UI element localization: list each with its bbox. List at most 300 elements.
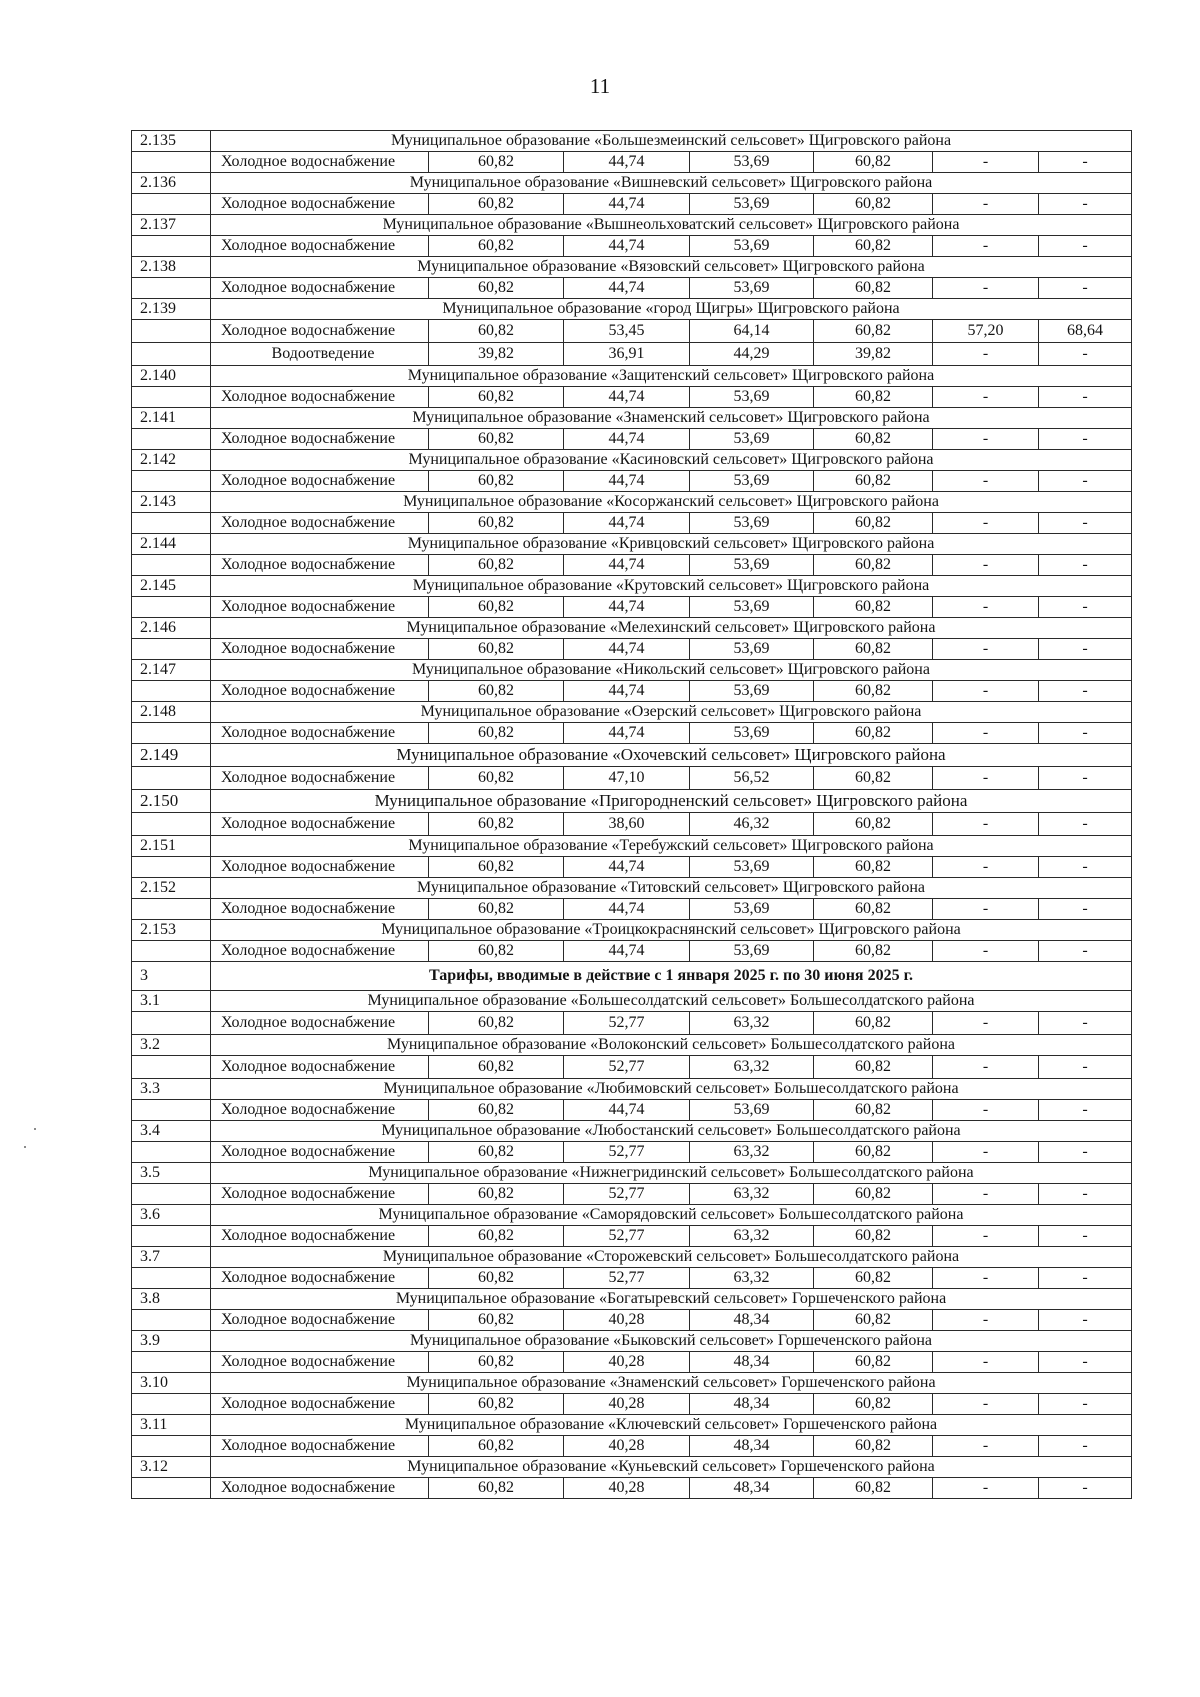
empty-number-cell bbox=[132, 471, 211, 492]
row-number: 2.141 bbox=[132, 408, 211, 429]
tariff-value: 53,69 bbox=[690, 194, 814, 215]
tariff-value: 53,69 bbox=[690, 597, 814, 618]
tariff-value: - bbox=[1039, 429, 1132, 450]
municipality-row bbox=[132, 618, 1132, 639]
municipality-row bbox=[132, 450, 1132, 471]
tariff-value: 60,82 bbox=[814, 1268, 933, 1289]
empty-number-cell bbox=[132, 152, 211, 173]
tariff-value: - bbox=[1039, 1436, 1132, 1457]
service-row bbox=[132, 639, 1132, 660]
row-number: 3.8 bbox=[132, 1289, 211, 1310]
tariff-value: 48,34 bbox=[690, 1310, 814, 1331]
tariff-value: - bbox=[1039, 941, 1132, 962]
empty-number-cell bbox=[132, 1100, 211, 1121]
tariff-value: 60,82 bbox=[429, 320, 564, 343]
tariff-value: - bbox=[1039, 513, 1132, 534]
row-number: 2.147 bbox=[132, 660, 211, 681]
municipality-title: Муниципальное образование «Мелехинский сельсовет» Щигровского района bbox=[211, 618, 1132, 639]
tariff-value: 44,74 bbox=[564, 681, 690, 702]
tariff-value: - bbox=[933, 1056, 1039, 1079]
tariff-value: 44,74 bbox=[564, 857, 690, 878]
municipality-title: Муниципальное образование «Знаменский сельсовет» Горшеченского района bbox=[211, 1373, 1132, 1394]
tariff-value: 52,77 bbox=[564, 1184, 690, 1205]
tariff-value: 53,69 bbox=[690, 429, 814, 450]
service-name: Холодное водоснабжение bbox=[211, 1184, 429, 1205]
tariff-value: 60,82 bbox=[429, 597, 564, 618]
service-name: Холодное водоснабжение bbox=[211, 941, 429, 962]
tariff-value: 60,82 bbox=[814, 1012, 933, 1035]
row-number: 2.139 bbox=[132, 299, 211, 320]
tariff-value: 60,82 bbox=[814, 513, 933, 534]
municipality-row bbox=[132, 1247, 1132, 1268]
tariff-value: 60,82 bbox=[814, 387, 933, 408]
row-number: 2.144 bbox=[132, 534, 211, 555]
tariff-value: 40,28 bbox=[564, 1478, 690, 1499]
tariff-value: 40,28 bbox=[564, 1352, 690, 1373]
empty-number-cell bbox=[132, 813, 211, 836]
tariff-value: 60,82 bbox=[814, 1056, 933, 1079]
tariff-value: - bbox=[933, 429, 1039, 450]
service-name: Холодное водоснабжение bbox=[211, 236, 429, 257]
tariff-value: 60,82 bbox=[429, 194, 564, 215]
tariff-value: 40,28 bbox=[564, 1394, 690, 1415]
service-name: Холодное водоснабжение bbox=[211, 1142, 429, 1163]
municipality-row bbox=[132, 1415, 1132, 1436]
tariff-value: 46,32 bbox=[690, 813, 814, 836]
tariff-value: - bbox=[933, 681, 1039, 702]
tariff-value: - bbox=[1039, 813, 1132, 836]
tariff-value: - bbox=[933, 513, 1039, 534]
municipality-title: Муниципальное образование «Пригородненский сельсовет» Щигровского района bbox=[211, 790, 1132, 813]
tariff-value: 60,82 bbox=[429, 723, 564, 744]
service-name: Холодное водоснабжение bbox=[211, 1100, 429, 1121]
tariff-value: 60,82 bbox=[429, 681, 564, 702]
service-name: Холодное водоснабжение bbox=[211, 723, 429, 744]
empty-number-cell bbox=[132, 429, 211, 450]
tariff-value: - bbox=[933, 152, 1039, 173]
municipality-title: Муниципальное образование «Быковский сельсовет» Горшеченского района bbox=[211, 1331, 1132, 1352]
tariff-value: - bbox=[933, 899, 1039, 920]
scan-speck bbox=[34, 1128, 36, 1130]
tariff-value: 40,28 bbox=[564, 1436, 690, 1457]
service-row bbox=[132, 513, 1132, 534]
tariff-value: - bbox=[933, 387, 1039, 408]
tariff-value: - bbox=[1039, 278, 1132, 299]
tariff-value: - bbox=[1039, 639, 1132, 660]
row-number: 2.152 bbox=[132, 878, 211, 899]
service-row bbox=[132, 1352, 1132, 1373]
service-name: Холодное водоснабжение bbox=[211, 1226, 429, 1247]
municipality-row bbox=[132, 1163, 1132, 1184]
service-row bbox=[132, 899, 1132, 920]
tariff-value: - bbox=[1039, 1056, 1132, 1079]
tariff-value: - bbox=[933, 1142, 1039, 1163]
tariff-value: - bbox=[1039, 681, 1132, 702]
empty-number-cell bbox=[132, 278, 211, 299]
tariff-value: 60,82 bbox=[429, 236, 564, 257]
empty-number-cell bbox=[132, 767, 211, 790]
service-name: Холодное водоснабжение bbox=[211, 320, 429, 343]
empty-number-cell bbox=[132, 320, 211, 343]
tariff-value: 60,82 bbox=[814, 723, 933, 744]
empty-number-cell bbox=[132, 1310, 211, 1331]
tariff-value: 44,74 bbox=[564, 639, 690, 660]
municipality-row bbox=[132, 215, 1132, 236]
tariff-value: 60,82 bbox=[429, 767, 564, 790]
municipality-row bbox=[132, 920, 1132, 941]
municipality-title: Муниципальное образование «Нижнегридинский сельсовет» Большесолдатского района bbox=[211, 1163, 1132, 1184]
municipality-row bbox=[132, 1205, 1132, 1226]
municipality-title: Муниципальное образование «Касиновский сельсовет» Щигровского района bbox=[211, 450, 1132, 471]
empty-number-cell bbox=[132, 194, 211, 215]
tariff-value: 60,82 bbox=[814, 320, 933, 343]
service-row bbox=[132, 471, 1132, 492]
empty-number-cell bbox=[132, 1268, 211, 1289]
service-name: Холодное водоснабжение bbox=[211, 1352, 429, 1373]
empty-number-cell bbox=[132, 1478, 211, 1499]
tariff-value: - bbox=[933, 1012, 1039, 1035]
tariff-value: 57,20 bbox=[933, 320, 1039, 343]
municipality-row bbox=[132, 257, 1132, 278]
tariff-value: - bbox=[1039, 1184, 1132, 1205]
tariff-value: 39,82 bbox=[814, 343, 933, 366]
tariff-value: - bbox=[1039, 597, 1132, 618]
service-row bbox=[132, 1012, 1132, 1035]
service-name: Холодное водоснабжение bbox=[211, 1310, 429, 1331]
row-number: 3.9 bbox=[132, 1331, 211, 1352]
municipality-title: Муниципальное образование «Троицкокраснянский сельсовет» Щигровского района bbox=[211, 920, 1132, 941]
tariff-value: 60,82 bbox=[814, 194, 933, 215]
municipality-row bbox=[132, 534, 1132, 555]
tariff-value: 52,77 bbox=[564, 1056, 690, 1079]
municipality-title: Муниципальное образование «Вышнеольховатский сельсовет» Щигровского района bbox=[211, 215, 1132, 236]
empty-number-cell bbox=[132, 343, 211, 366]
tariff-value: 44,74 bbox=[564, 555, 690, 576]
service-row bbox=[132, 857, 1132, 878]
row-number: 2.148 bbox=[132, 702, 211, 723]
tariff-value: 52,77 bbox=[564, 1142, 690, 1163]
tariff-value: 60,82 bbox=[814, 471, 933, 492]
tariff-value: - bbox=[933, 236, 1039, 257]
tariff-value: 60,82 bbox=[429, 471, 564, 492]
row-number: 3.3 bbox=[132, 1079, 211, 1100]
tariff-value: - bbox=[933, 857, 1039, 878]
table-body bbox=[132, 131, 1132, 1499]
municipality-title: Муниципальное образование «Ключевский сельсовет» Горшеченского района bbox=[211, 1415, 1132, 1436]
empty-number-cell bbox=[132, 723, 211, 744]
tariff-value: 39,82 bbox=[429, 343, 564, 366]
tariff-value: - bbox=[933, 767, 1039, 790]
tariff-value: 53,69 bbox=[690, 152, 814, 173]
municipality-row bbox=[132, 1289, 1132, 1310]
tariff-value: 63,32 bbox=[690, 1268, 814, 1289]
tariff-value: 60,82 bbox=[429, 1184, 564, 1205]
tariff-value: - bbox=[1039, 194, 1132, 215]
tariff-value: 53,69 bbox=[690, 857, 814, 878]
tariff-value: - bbox=[1039, 1352, 1132, 1373]
municipality-row bbox=[132, 1079, 1132, 1100]
service-name: Холодное водоснабжение bbox=[211, 681, 429, 702]
tariff-value: - bbox=[1039, 555, 1132, 576]
empty-number-cell bbox=[132, 513, 211, 534]
service-name: Холодное водоснабжение bbox=[211, 194, 429, 215]
municipality-row bbox=[132, 836, 1132, 857]
tariff-value: 60,82 bbox=[429, 857, 564, 878]
tariff-value: - bbox=[933, 555, 1039, 576]
municipality-title: Муниципальное образование «Сторожевский сельсовет» Большесолдатского района bbox=[211, 1247, 1132, 1268]
tariff-value: 53,69 bbox=[690, 899, 814, 920]
tariff-value: 60,82 bbox=[814, 555, 933, 576]
tariff-value: - bbox=[933, 1100, 1039, 1121]
tariff-value: 60,82 bbox=[429, 152, 564, 173]
empty-number-cell bbox=[132, 1226, 211, 1247]
service-row bbox=[132, 597, 1132, 618]
tariff-value: 60,82 bbox=[429, 899, 564, 920]
municipality-title: Муниципальное образование «Кривцовский сельсовет» Щигровского района bbox=[211, 534, 1132, 555]
service-row bbox=[132, 429, 1132, 450]
tariff-value: 53,69 bbox=[690, 639, 814, 660]
service-name: Холодное водоснабжение bbox=[211, 471, 429, 492]
tariff-value: - bbox=[933, 941, 1039, 962]
tariff-value: 44,74 bbox=[564, 597, 690, 618]
service-name: Холодное водоснабжение bbox=[211, 1268, 429, 1289]
service-name: Холодное водоснабжение bbox=[211, 429, 429, 450]
tariff-value: 60,82 bbox=[429, 429, 564, 450]
municipality-row bbox=[132, 1331, 1132, 1352]
row-number: 2.143 bbox=[132, 492, 211, 513]
tariff-value: 48,34 bbox=[690, 1436, 814, 1457]
tariff-value: 60,82 bbox=[814, 1226, 933, 1247]
tariff-value: - bbox=[933, 1352, 1039, 1373]
tariff-value: - bbox=[1039, 1226, 1132, 1247]
tariff-value: 60,82 bbox=[814, 1352, 933, 1373]
service-row bbox=[132, 1100, 1132, 1121]
tariff-value: 60,82 bbox=[814, 767, 933, 790]
tariff-value: 44,74 bbox=[564, 429, 690, 450]
municipality-title: Муниципальное образование «Охочевский сельсовет» Щигровского района bbox=[211, 744, 1132, 767]
empty-number-cell bbox=[132, 681, 211, 702]
tariff-value: - bbox=[1039, 387, 1132, 408]
section-title: Тарифы, вводимые в действие с 1 января 2025 г. по 30 июня 2025 г. bbox=[211, 962, 1132, 991]
tariff-value: 60,82 bbox=[429, 1226, 564, 1247]
tariff-value: 48,34 bbox=[690, 1352, 814, 1373]
row-number: 2.151 bbox=[132, 836, 211, 857]
tariff-value: 53,69 bbox=[690, 681, 814, 702]
tariff-value: 44,74 bbox=[564, 1100, 690, 1121]
tariff-value: 60,82 bbox=[814, 899, 933, 920]
section-header-row bbox=[132, 962, 1132, 991]
service-row bbox=[132, 941, 1132, 962]
empty-number-cell bbox=[132, 857, 211, 878]
tariff-value: - bbox=[933, 597, 1039, 618]
municipality-row bbox=[132, 702, 1132, 723]
service-name: Холодное водоснабжение bbox=[211, 555, 429, 576]
municipality-row bbox=[132, 366, 1132, 387]
tariff-value: - bbox=[1039, 1394, 1132, 1415]
tariff-value: - bbox=[933, 1226, 1039, 1247]
tariff-value: 44,29 bbox=[690, 343, 814, 366]
tariff-value: 53,69 bbox=[690, 236, 814, 257]
tariff-value: 44,74 bbox=[564, 278, 690, 299]
tariff-value: - bbox=[933, 278, 1039, 299]
tariff-value: 60,82 bbox=[814, 1310, 933, 1331]
row-number: 2.145 bbox=[132, 576, 211, 597]
tariff-value: 44,74 bbox=[564, 152, 690, 173]
service-row bbox=[132, 723, 1132, 744]
row-number: 2.135 bbox=[132, 131, 211, 152]
tariff-value: 60,82 bbox=[814, 1100, 933, 1121]
tariff-value: 53,69 bbox=[690, 278, 814, 299]
service-row bbox=[132, 1394, 1132, 1415]
tariff-value: 53,69 bbox=[690, 1100, 814, 1121]
tariff-value: 44,74 bbox=[564, 723, 690, 744]
service-row bbox=[132, 813, 1132, 836]
service-row bbox=[132, 681, 1132, 702]
service-name: Холодное водоснабжение bbox=[211, 152, 429, 173]
tariff-value: - bbox=[933, 1436, 1039, 1457]
service-row bbox=[132, 1056, 1132, 1079]
tariff-value: 52,77 bbox=[564, 1012, 690, 1035]
tariff-value: 60,82 bbox=[814, 813, 933, 836]
tariff-value: - bbox=[933, 813, 1039, 836]
row-number: 3.2 bbox=[132, 1035, 211, 1056]
row-number: 2.149 bbox=[132, 744, 211, 767]
service-row bbox=[132, 1226, 1132, 1247]
service-name: Холодное водоснабжение bbox=[211, 387, 429, 408]
service-name: Холодное водоснабжение bbox=[211, 1012, 429, 1035]
tariff-value: 60,82 bbox=[429, 1142, 564, 1163]
municipality-row bbox=[132, 790, 1132, 813]
municipality-row bbox=[132, 299, 1132, 320]
tariff-value: - bbox=[1039, 1012, 1132, 1035]
empty-number-cell bbox=[132, 899, 211, 920]
service-row bbox=[132, 152, 1132, 173]
service-name: Холодное водоснабжение bbox=[211, 1394, 429, 1415]
service-name: Холодное водоснабжение bbox=[211, 1478, 429, 1499]
municipality-title: Муниципальное образование «Вишневский сельсовет» Щигровского района bbox=[211, 173, 1132, 194]
municipality-title: Муниципальное образование «Косоржанский сельсовет» Щигровского района bbox=[211, 492, 1132, 513]
tariff-value: 44,74 bbox=[564, 194, 690, 215]
municipality-title: Муниципальное образование «Знаменский сельсовет» Щигровского района bbox=[211, 408, 1132, 429]
service-name: Холодное водоснабжение bbox=[211, 899, 429, 920]
empty-number-cell bbox=[132, 236, 211, 257]
row-number: 3.10 bbox=[132, 1373, 211, 1394]
tariff-value: 60,82 bbox=[429, 1478, 564, 1499]
service-row bbox=[132, 1436, 1132, 1457]
tariff-value: 60,82 bbox=[429, 278, 564, 299]
tariff-value: 60,82 bbox=[429, 941, 564, 962]
service-row bbox=[132, 555, 1132, 576]
row-number: 2.138 bbox=[132, 257, 211, 278]
service-row bbox=[132, 194, 1132, 215]
tariff-value: 60,82 bbox=[429, 1352, 564, 1373]
tariff-value: 52,77 bbox=[564, 1268, 690, 1289]
empty-number-cell bbox=[132, 1142, 211, 1163]
municipality-title: Муниципальное образование «Любимовский сельсовет» Большесолдатского района bbox=[211, 1079, 1132, 1100]
tariff-value: 44,74 bbox=[564, 471, 690, 492]
service-row bbox=[132, 767, 1132, 790]
tariff-value: - bbox=[1039, 152, 1132, 173]
tariff-value: - bbox=[933, 194, 1039, 215]
empty-number-cell bbox=[132, 1436, 211, 1457]
tariff-value: 60,82 bbox=[429, 1012, 564, 1035]
tariff-value: 60,82 bbox=[429, 1394, 564, 1415]
tariff-value: 52,77 bbox=[564, 1226, 690, 1247]
tariff-value: 60,82 bbox=[814, 639, 933, 660]
tariff-value: 60,82 bbox=[429, 1268, 564, 1289]
service-name: Холодное водоснабжение bbox=[211, 813, 429, 836]
tariff-value: 60,82 bbox=[814, 152, 933, 173]
municipality-title: Муниципальное образование «Большезмеинский сельсовет» Щигровского района bbox=[211, 131, 1132, 152]
tariff-value: 60,82 bbox=[429, 1100, 564, 1121]
tariff-value: 60,82 bbox=[814, 1478, 933, 1499]
municipality-row bbox=[132, 173, 1132, 194]
tariff-value: - bbox=[933, 1310, 1039, 1331]
service-row bbox=[132, 1478, 1132, 1499]
municipality-row bbox=[132, 576, 1132, 597]
service-name: Холодное водоснабжение bbox=[211, 857, 429, 878]
tariff-value: 60,82 bbox=[814, 857, 933, 878]
service-name: Холодное водоснабжение bbox=[211, 597, 429, 618]
service-row bbox=[132, 278, 1132, 299]
municipality-title: Муниципальное образование «Саморядовский сельсовет» Большесолдатского района bbox=[211, 1205, 1132, 1226]
tariff-value: - bbox=[1039, 1142, 1132, 1163]
service-row bbox=[132, 320, 1132, 343]
tariff-value: 44,74 bbox=[564, 513, 690, 534]
tariff-value: 36,91 bbox=[564, 343, 690, 366]
row-number: 2.153 bbox=[132, 920, 211, 941]
service-name: Холодное водоснабжение bbox=[211, 513, 429, 534]
service-name: Холодное водоснабжение bbox=[211, 1056, 429, 1079]
municipality-row bbox=[132, 878, 1132, 899]
tariff-value: - bbox=[933, 1478, 1039, 1499]
municipality-row bbox=[132, 408, 1132, 429]
row-number: 3.6 bbox=[132, 1205, 211, 1226]
municipality-title: Муниципальное образование «Титовский сельсовет» Щигровского района bbox=[211, 878, 1132, 899]
municipality-title: Муниципальное образование «Волоконский сельсовет» Большесолдатского района bbox=[211, 1035, 1132, 1056]
empty-number-cell bbox=[132, 1394, 211, 1415]
municipality-title: Муниципальное образование «Богатыревский сельсовет» Горшеченского района bbox=[211, 1289, 1132, 1310]
tariff-value: - bbox=[933, 723, 1039, 744]
tariff-value: 56,52 bbox=[690, 767, 814, 790]
tariff-value: - bbox=[933, 1394, 1039, 1415]
tariff-value: 60,82 bbox=[429, 387, 564, 408]
empty-number-cell bbox=[132, 387, 211, 408]
service-row bbox=[132, 343, 1132, 366]
row-number: 2.150 bbox=[132, 790, 211, 813]
row-number: 3.11 bbox=[132, 1415, 211, 1436]
service-row bbox=[132, 1142, 1132, 1163]
municipality-title: Муниципальное образование «город Щигры» Щигровского района bbox=[211, 299, 1132, 320]
tariff-value: 44,74 bbox=[564, 941, 690, 962]
tariff-value: 53,69 bbox=[690, 723, 814, 744]
row-number: 2.137 bbox=[132, 215, 211, 236]
tariff-value: 53,45 bbox=[564, 320, 690, 343]
tariff-value: - bbox=[1039, 767, 1132, 790]
empty-number-cell bbox=[132, 1012, 211, 1035]
tariff-value: 63,32 bbox=[690, 1184, 814, 1205]
tariff-value: - bbox=[933, 1184, 1039, 1205]
tariff-value: - bbox=[933, 1268, 1039, 1289]
municipality-title: Муниципальное образование «Крутовский сельсовет» Щигровского района bbox=[211, 576, 1132, 597]
tariff-value: 68,64 bbox=[1039, 320, 1132, 343]
municipality-title: Муниципальное образование «Вязовский сельсовет» Щигровского района bbox=[211, 257, 1132, 278]
empty-number-cell bbox=[132, 639, 211, 660]
tariff-value: 48,34 bbox=[690, 1478, 814, 1499]
empty-number-cell bbox=[132, 555, 211, 576]
tariff-value: 60,82 bbox=[814, 1184, 933, 1205]
tariff-value: 60,82 bbox=[429, 813, 564, 836]
